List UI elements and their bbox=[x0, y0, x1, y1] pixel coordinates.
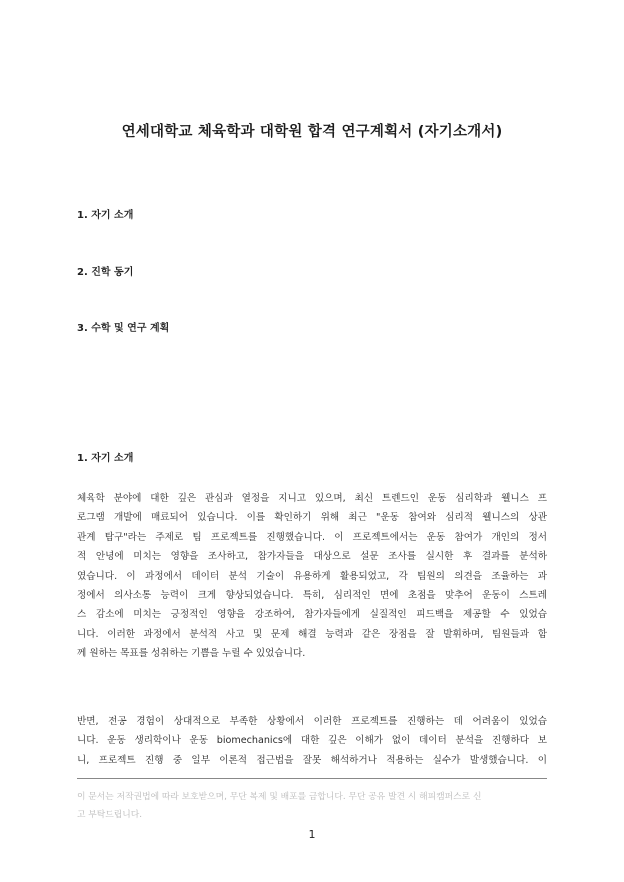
paragraph-line: 관계 탐구"라는 주제로 팀 프로젝트를 진행했습니다. 이 프로젝트에서는 운동 참여가 개인의 정서 bbox=[77, 531, 547, 543]
paragraph-line: 니다. 운동 생리학이나 운동 biomechanics에 대한 깊은 이해가 없이 데이터 분석을 진행하다 보 bbox=[77, 735, 547, 747]
paragraph-line: 체육학 분야에 대한 깊은 관심과 열정을 지니고 있으며, 최신 트렌드인 운동 심리학과 웰니스 프 bbox=[77, 493, 547, 504]
body-paragraph bbox=[77, 489, 547, 664]
notice-line: 이 문서는 저작권법에 따라 보호받으며, 무단 복제 및 배포를 금합니다. 무단 공유 발견 시 해피캠퍼스로 신 bbox=[77, 792, 482, 802]
paragraph-line: 니다. 이러한 과정에서 분석적 사고 및 문제 해결 능력과 같은 장점을 잘 발휘하며, 팀원들과 함 bbox=[77, 628, 547, 640]
paragraph-line: 적 안녕에 미치는 영향을 조사하고, 참가자들을 대상으로 설문 조사를 실시한 후 결과를 분석하 bbox=[77, 551, 547, 563]
paragraph-line: 께 원하는 목표를 성취하는 기쁨을 누릴 수 있었습니다. bbox=[77, 648, 306, 660]
page-number: 1 bbox=[308, 828, 316, 841]
section-heading-self-introduction: 1. 자기 소개 bbox=[77, 453, 134, 464]
toc-item-motivation: 2. 진학 동기 bbox=[77, 267, 134, 278]
paragraph-line: 니, 프로젝트 진행 중 일부 이론적 접근법을 잘못 해석하거나 적용하는 실수가 발생했습니다. 이 bbox=[77, 754, 547, 766]
footer-divider bbox=[77, 778, 547, 779]
paragraph-line: 스 감소에 미치는 긍정적인 영향을 강조하여, 참가자들에게 실질적인 피드백을 제공할 수 있었습 bbox=[77, 609, 547, 621]
copyright-notice bbox=[77, 788, 547, 824]
paragraph-line: 로그램 개발에 매료되어 있습니다. 이를 확인하기 위해 최근 "운동 참여와 심리적 웰니스의 상관 bbox=[77, 512, 547, 524]
paragraph-line: 정에서 의사소통 능력이 크게 향상되었습니다. 특히, 심리적인 면에 초점을 맞추어 운동이 스트레 bbox=[77, 590, 547, 602]
toc-item-study-plan: 3. 수학 및 연구 계획 bbox=[77, 323, 170, 334]
notice-line: 고 부탁드립니다. bbox=[77, 810, 143, 820]
paragraph-line: 반면, 전공 경험이 상대적으로 부족한 상황에서 이러한 프로젝트를 진행하는 데 어려움이 있었습 bbox=[77, 716, 547, 727]
body-paragraph bbox=[77, 712, 547, 770]
paragraph-line: 였습니다. 이 과정에서 데이터 분석 기술이 유용하게 활용되었고, 각 팀원의 의견을 조율하는 과 bbox=[77, 570, 547, 582]
document-title: 연세대학교 체육학과 대학원 합격 연구계획서 (자기소개서) bbox=[121, 124, 503, 140]
toc-item-self-introduction: 1. 자기 소개 bbox=[77, 210, 134, 221]
